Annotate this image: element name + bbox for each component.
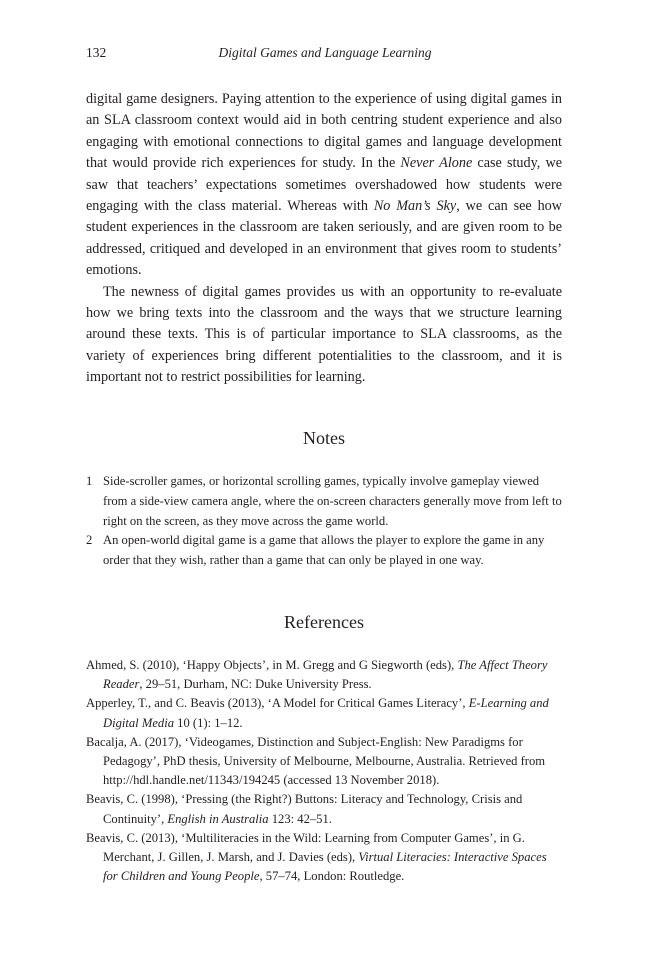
body-p1-text-1: digital game designers. Paying attention to the experience of using digital games in an SLA classroom context would aid in both centring student experience and also engaging with emotional connections to digital games and language development that would provide rich experiences for study. In the xyxy=(86,91,562,172)
notes-list xyxy=(86,472,564,571)
body-text xyxy=(86,89,562,389)
reference-title: English in Australia xyxy=(167,811,269,826)
reference-title: Virtual Literacies: Interactive Spaces for Children and Young People xyxy=(103,850,547,884)
running-head: Digital Games and Language Learning xyxy=(218,45,432,60)
note-item xyxy=(86,531,564,571)
reference-text: Apperley, T., and C. Beavis (2013), ‘A Model for Critical Games Literacy’, xyxy=(86,696,469,711)
reference-title: E-Learning and Digital Media xyxy=(103,696,549,730)
body-p1-title-never-alone: Never Alone xyxy=(400,155,473,172)
page-number: 132 xyxy=(86,45,107,60)
reference-item xyxy=(86,790,564,828)
reference-item xyxy=(86,694,564,732)
reference-text: , 57–74, London: Routledge. xyxy=(259,869,405,884)
reference-text: Beavis, C. (2013), ‘Multiliteracies in the Wild: Learning from Computer Games’, in G. Merchant, J. Gillen, J. Marsh, and J. Davies (eds), xyxy=(86,830,525,865)
notes-heading: Notes xyxy=(303,428,345,448)
note-text: An open-world digital game is a game that allows the player to explore the game in any order that they wish, rather than a game that can only be played in one way. xyxy=(103,533,545,568)
reference-text: , 29–51, Durham, NC: Duke University Press. xyxy=(139,677,372,692)
reference-text: 10 (1): 1–12. xyxy=(174,715,243,730)
body-p1-text-2: case study, we saw that teachers’ expectations sometimes overshadowed how students were engaging with the class material. Whereas with xyxy=(86,155,563,215)
body-paragraph-2: The newness of digital games provides us with an opportunity to re-evaluate how we bring texts into the classroom and the ways that we structure learning around these texts. This is of particular importance to SLA classrooms, as the variety of experiences bring different potentialities to the classroom, and it is important not to restrict possibilities for learning. xyxy=(86,283,562,386)
page-header xyxy=(86,45,564,65)
body-paragraph-1 xyxy=(86,89,562,282)
references-heading: References xyxy=(284,612,364,632)
reference-text: Beavis, C. (1998), ‘Pressing (the Right?) Buttons: Literacy and Technology, Crisis and Continuity’, xyxy=(86,792,523,826)
reference-text: Ahmed, S. (2010), ‘Happy Objects’, in M. Gregg and G Siegworth (eds), xyxy=(86,658,458,672)
reference-item xyxy=(86,829,564,887)
note-text: Side-scroller games, or horizontal scrolling games, typically involve gameplay viewed from a side-view camera angle, where the on-screen characters generally move from left to right on the screen, as they move across the game world. xyxy=(103,474,562,528)
reference-item xyxy=(86,733,564,791)
reference-text: Bacalja, A. (2017), ‘Videogames, Distinction and Subject-English: New Paradigms for Pedagogy’, PhD thesis, University of Melbourne, Melbourne, Australia. Retrieved from http://hdl.handle.net/11343/194245 (accessed 13 November 2018). xyxy=(86,734,546,788)
reference-item xyxy=(86,656,564,694)
note-item xyxy=(86,472,564,531)
note-number: 2 xyxy=(86,533,93,548)
reference-title: The Affect Theory Reader xyxy=(103,658,548,692)
reference-text: 123: 42–51. xyxy=(268,811,332,826)
body-p1-title-no-mans-sky: No Man’s Sky xyxy=(373,198,457,215)
note-number: 1 xyxy=(86,474,93,488)
body-p1-text-3: , we can see how student experiences in the classroom are taken seriously, and are given room to be addressed, critiqued and developed in an environment that gives room to students’ emotions. xyxy=(86,198,563,279)
references-list xyxy=(86,656,564,886)
